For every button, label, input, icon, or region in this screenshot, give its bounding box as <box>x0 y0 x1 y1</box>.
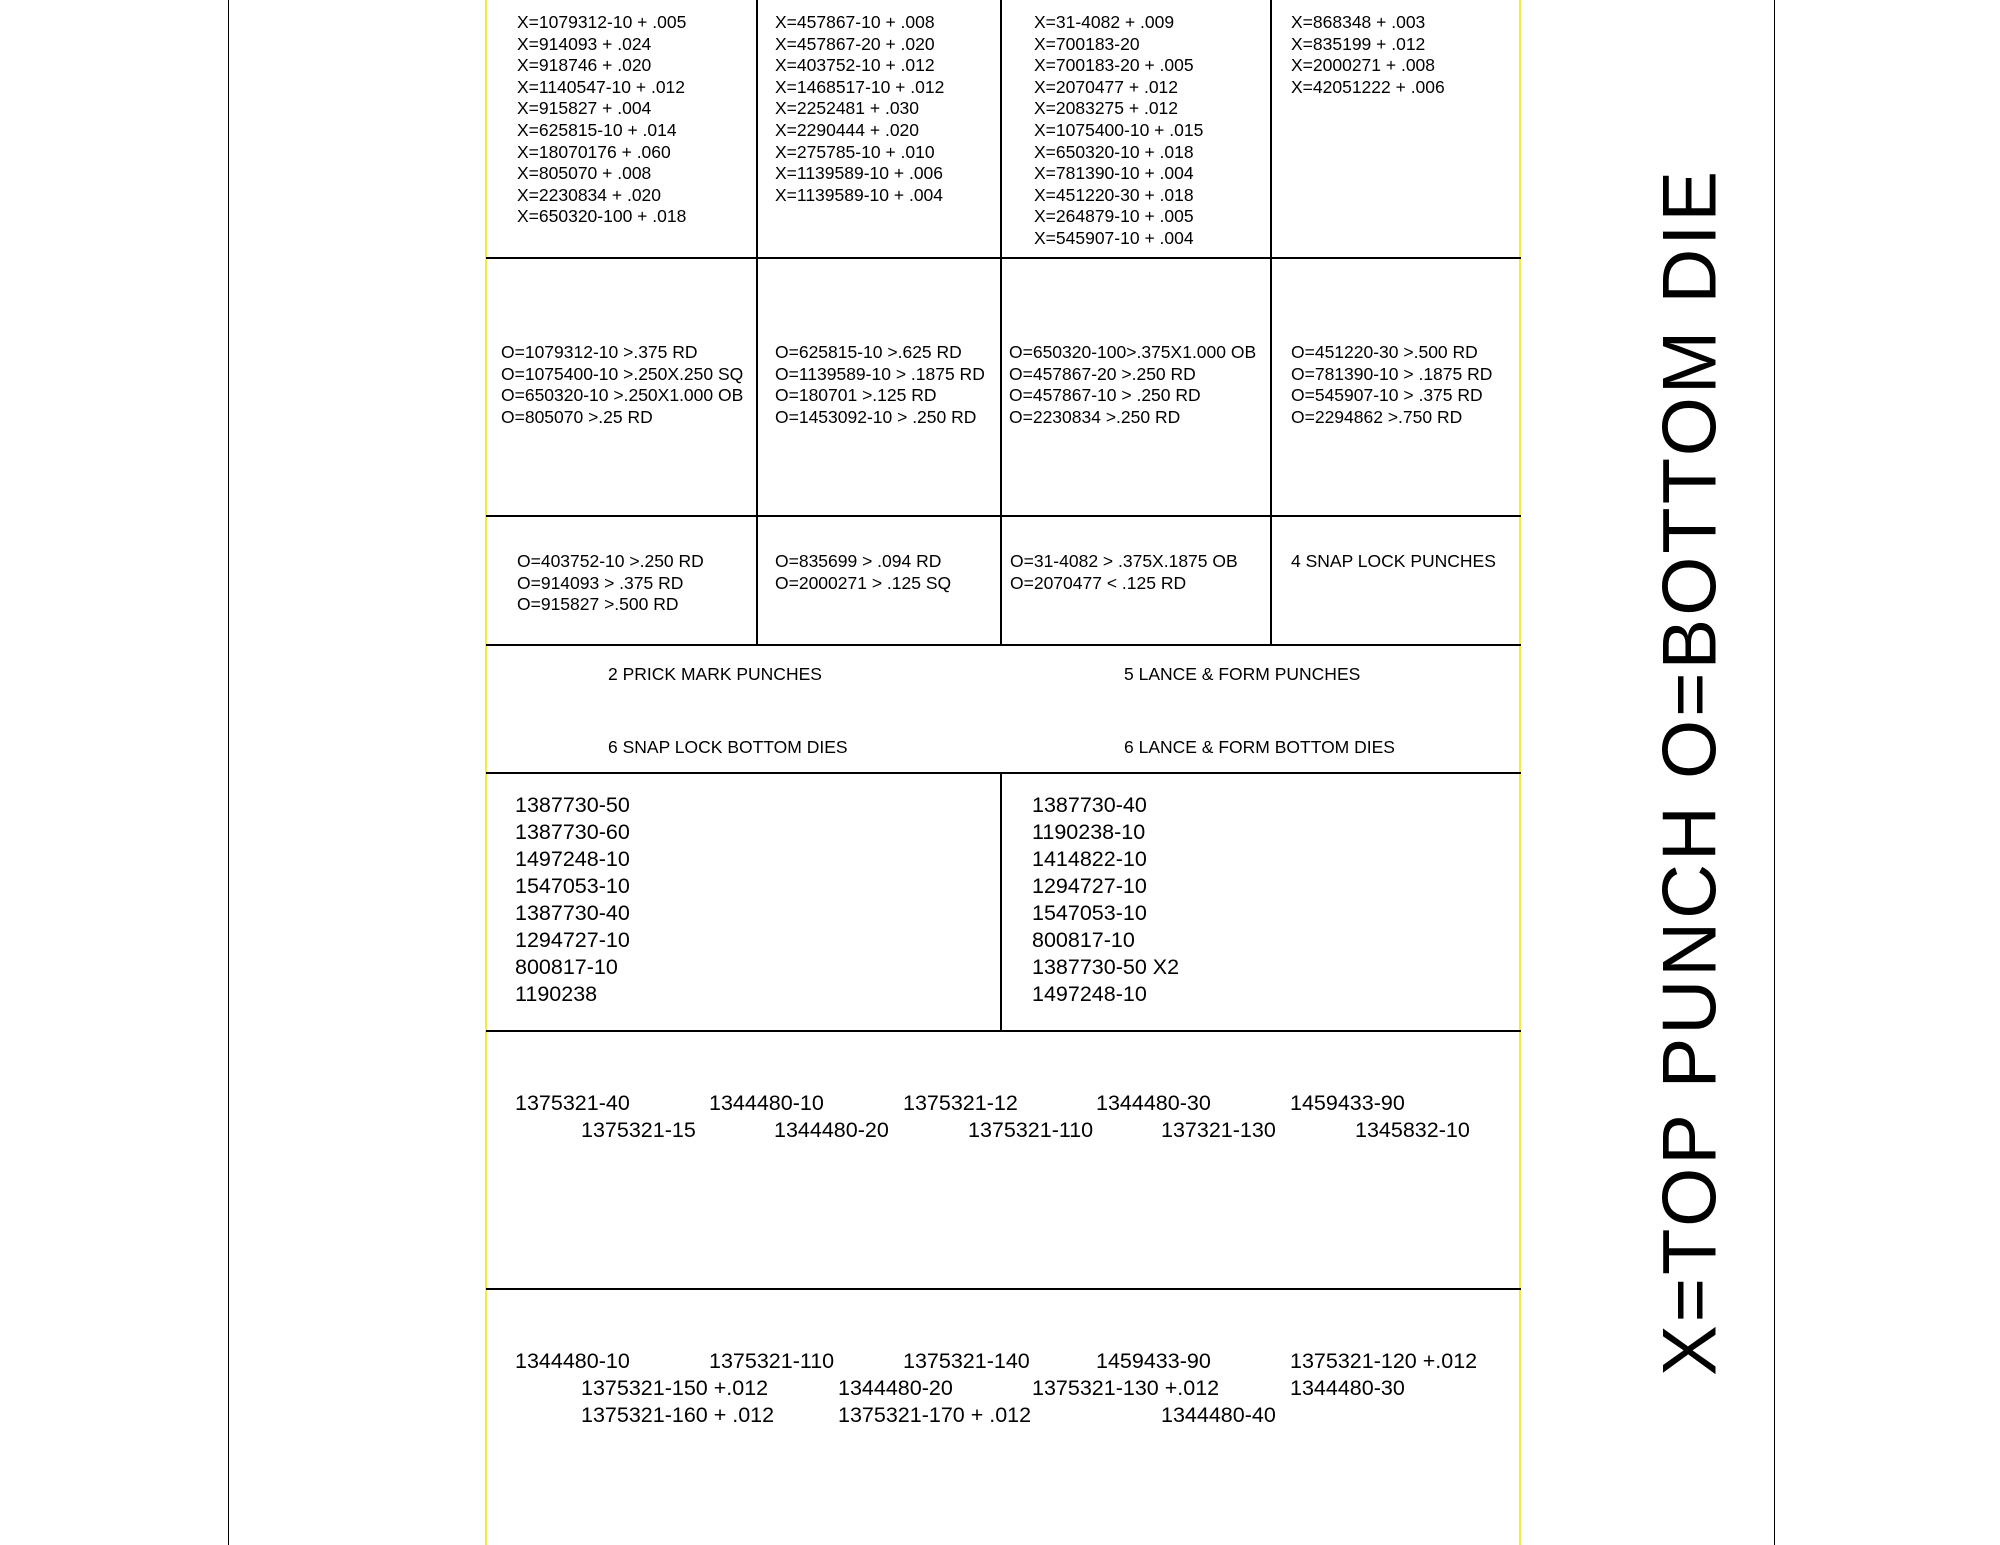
text-line: X=2252481 + .030 <box>775 98 920 119</box>
row3-cell-3 <box>1010 551 1238 594</box>
row7-item: 1344480-40 <box>1161 1403 1276 1427</box>
text-line: X=1139589-10 + .004 <box>775 184 944 205</box>
list-item: 1387730-40 <box>1032 793 1147 817</box>
col-divider-2 <box>1000 0 1002 644</box>
row2-cell-3 <box>1009 342 1256 428</box>
frame-right-border <box>1774 0 1775 1545</box>
row1-cell-1 <box>517 12 686 228</box>
list-item: 1294727-10 <box>515 928 630 952</box>
row6-item: 137321-130 <box>1161 1118 1276 1142</box>
list-item: 1294727-10 <box>1032 874 1147 898</box>
text-line: O=1075400-10 >.250X.250 SQ <box>501 363 744 384</box>
text-line: O=545907-10 > .375 RD <box>1291 385 1483 406</box>
text-line: X=42051222 + .006 <box>1291 76 1445 97</box>
row6-item: 1375321-40 <box>515 1091 630 1115</box>
row2-cell-4 <box>1291 342 1492 428</box>
col-divider-3 <box>1270 0 1272 644</box>
text-line: X=2290444 + .020 <box>775 119 920 140</box>
text-line: X=805070 + .008 <box>517 163 652 184</box>
divider-row3 <box>486 644 1521 646</box>
text-line: X=264879-10 + .005 <box>1034 206 1194 227</box>
text-line: X=545907-10 + .004 <box>1034 227 1194 248</box>
text-line: X=457867-10 + .008 <box>775 12 935 32</box>
row3-cell-2 <box>775 551 951 594</box>
lance-form-list <box>1032 792 1179 1008</box>
list-item: 1497248-10 <box>1032 982 1147 1006</box>
legend-title: X=TOP PUNCH O=BOTTOM DIE <box>1647 167 1733 1377</box>
text-line: O=451220-30 >.500 RD <box>1291 342 1478 362</box>
text-line: O=914093 > .375 RD <box>517 572 684 593</box>
text-line: O=457867-10 > .250 RD <box>1009 385 1201 406</box>
divider-row5 <box>486 1030 1521 1032</box>
text-line: X=835199 + .012 <box>1291 33 1426 54</box>
row6-item: 1375321-15 <box>581 1118 696 1142</box>
row7-item: 1375321-140 <box>903 1349 1030 1373</box>
text-line: X=1079312-10 + .005 <box>517 12 687 32</box>
text-line: O=805070 >.25 RD <box>501 406 653 427</box>
text-line: X=1140547-10 + .012 <box>517 76 686 97</box>
col-divider-1 <box>756 0 758 644</box>
row7-item: 1344480-10 <box>515 1349 630 1373</box>
row6-item: 1375321-110 <box>968 1118 1094 1142</box>
row6-item: 1344480-10 <box>709 1091 824 1115</box>
text-line: O=1079312-10 >.375 RD <box>501 342 698 362</box>
text-line: X=457867-20 + .020 <box>775 33 935 54</box>
text-line: 4 SNAP LOCK PUNCHES <box>1291 551 1496 571</box>
text-line: X=1075400-10 + .015 <box>1034 119 1204 140</box>
text-line: O=31-4082 > .375X.1875 OB <box>1010 551 1238 571</box>
row1-cell-3 <box>1034 12 1203 250</box>
text-line: X=1139589-10 + .006 <box>775 163 944 184</box>
text-line: X=700183-20 + .005 <box>1034 55 1194 76</box>
list-item: 1387730-60 <box>515 820 630 844</box>
text-line: O=781390-10 > .1875 RD <box>1291 363 1493 384</box>
text-line: O=625815-10 >.625 RD <box>775 342 962 362</box>
row7-item: 1344480-30 <box>1290 1376 1405 1400</box>
row7-item: 1375321-120 +.012 <box>1290 1349 1478 1373</box>
text-line: X=1468517-10 + .012 <box>775 76 945 97</box>
text-line: X=914093 + .024 <box>517 33 652 54</box>
frame-left-border <box>228 0 229 1545</box>
list-item: 1387730-50 <box>515 793 630 817</box>
row7-item: 1344480-20 <box>838 1376 953 1400</box>
row1-cell-2 <box>775 12 944 206</box>
text-line: X=650320-100 + .018 <box>517 206 687 227</box>
text-line: X=275785-10 + .010 <box>775 141 935 162</box>
list-item: 1497248-10 <box>515 847 630 871</box>
row3-cell-4 <box>1291 551 1496 573</box>
list-item: 1387730-40 <box>515 901 630 925</box>
text-line: X=868348 + .003 <box>1291 12 1426 32</box>
text-line: X=18070176 + .060 <box>517 141 671 162</box>
list-item: 1547053-10 <box>515 874 630 898</box>
divider-row1 <box>486 257 1521 259</box>
text-line: X=2230834 + .020 <box>517 184 662 205</box>
text-line: O=180701 >.125 RD <box>775 385 937 406</box>
row7-item: 1375321-130 +.012 <box>1032 1376 1220 1400</box>
row7-item: 1459433-90 <box>1096 1349 1211 1373</box>
list-item: 1387730-50 X2 <box>1032 955 1180 979</box>
text-line: X=451220-30 + .018 <box>1034 184 1194 205</box>
list-item: 1190238-10 <box>1032 820 1146 844</box>
text-line: X=918746 + .020 <box>517 55 652 76</box>
row3-cell-1 <box>517 551 704 616</box>
text-line: X=31-4082 + .009 <box>1034 12 1175 32</box>
list-item: 1190238 <box>515 982 598 1006</box>
divider-row6 <box>486 1288 1521 1290</box>
snap-lock-list <box>515 792 630 1008</box>
row6-item: 1459433-90 <box>1290 1091 1405 1115</box>
row6-item: 1344480-20 <box>774 1118 889 1142</box>
text-line: O=2070477 < .125 RD <box>1010 572 1187 593</box>
list-item: 1547053-10 <box>1032 901 1147 925</box>
text-line: O=2294862 >.750 RD <box>1291 406 1463 427</box>
text-line: O=403752-10 >.250 RD <box>517 551 704 571</box>
row7-item: 1375321-170 + .012 <box>838 1403 1032 1427</box>
divider-row2 <box>486 515 1521 517</box>
text-line: X=2083275 + .012 <box>1034 98 1179 119</box>
text-line: X=915827 + .004 <box>517 98 652 119</box>
prick-mark-label: 2 PRICK MARK PUNCHES <box>608 664 822 684</box>
row1-cell-4 <box>1291 12 1445 98</box>
text-line: X=650320-10 + .018 <box>1034 141 1194 162</box>
lance-form-dies-label: 6 LANCE & FORM BOTTOM DIES <box>1124 737 1395 757</box>
text-line: O=1139589-10 > .1875 RD <box>775 363 985 384</box>
text-line: X=625815-10 + .014 <box>517 119 677 140</box>
text-line: O=2000271 > .125 SQ <box>775 572 952 593</box>
text-line: O=650320-10 >.250X1.000 OB <box>501 385 744 406</box>
text-line: X=700183-20 <box>1034 33 1140 54</box>
row6-item: 1375321-12 <box>903 1091 1018 1115</box>
lance-form-punches-label: 5 LANCE & FORM PUNCHES <box>1124 664 1361 684</box>
col-divider-lists <box>1000 772 1002 1030</box>
list-item: 800817-10 <box>515 955 618 979</box>
text-line: O=457867-20 >.250 RD <box>1009 363 1196 384</box>
row6-item: 1345832-10 <box>1355 1118 1470 1142</box>
row7-item: 1375321-150 +.012 <box>581 1376 769 1400</box>
row2-cell-1 <box>501 342 743 428</box>
text-line: O=915827 >.500 RD <box>517 594 679 615</box>
list-item: 1414822-10 <box>1032 847 1147 871</box>
text-line: O=835699 > .094 RD <box>775 551 942 571</box>
text-line: X=2070477 + .012 <box>1034 76 1179 97</box>
row2-cell-2 <box>775 342 985 428</box>
divider-row4 <box>486 772 1521 774</box>
list-item: 800817-10 <box>1032 928 1135 952</box>
text-line: X=403752-10 + .012 <box>775 55 935 76</box>
row7-item: 1375321-160 + .012 <box>581 1403 775 1427</box>
text-line: O=2230834 >.250 RD <box>1009 406 1181 427</box>
text-line: O=1453092-10 > .250 RD <box>775 406 977 427</box>
row7-item: 1375321-110 <box>709 1349 835 1373</box>
text-line: O=650320-100>.375X1.000 OB <box>1009 342 1257 362</box>
snap-lock-dies-label: 6 SNAP LOCK BOTTOM DIES <box>608 737 848 757</box>
text-line: X=2000271 + .008 <box>1291 55 1436 76</box>
text-line: X=781390-10 + .004 <box>1034 163 1194 184</box>
row6-item: 1344480-30 <box>1096 1091 1211 1115</box>
